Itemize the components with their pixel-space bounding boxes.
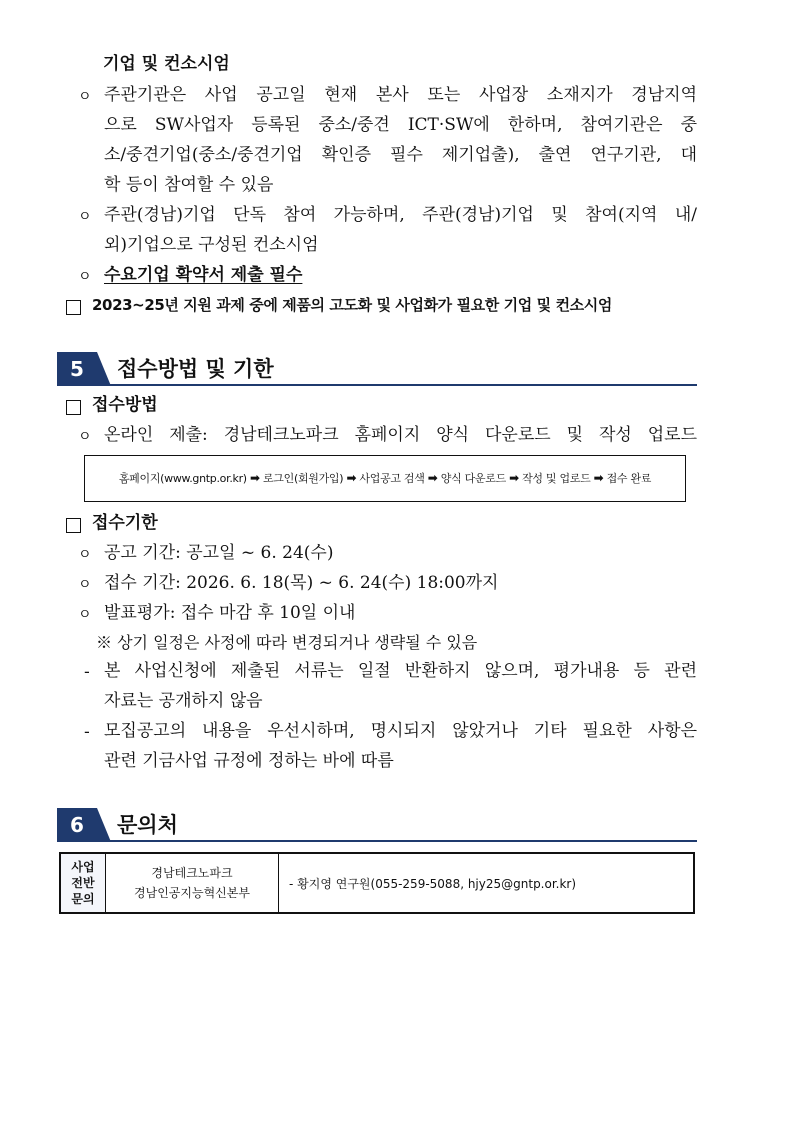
submission-flow-box [84,455,686,502]
checkbox-icon [66,297,81,316]
arrow-right-icon: ➡ [427,471,438,485]
flow-step: 접수 완료 [606,472,652,485]
item2-line1: 주관(경남)기업 단독 참여 가능하며, 주관(경남)기업 및 참여(지역 내/ [104,205,697,225]
section-number: 5 [57,352,97,386]
bullet-marker: ㅇ [78,547,92,563]
arrow-right-icon: ➡ [593,471,604,485]
contact-org-cell: 경남테크노파크 경남인공지능혁신본부 [106,853,279,913]
flow-step: 양식 다운로드 [440,472,506,485]
arrow-right-icon: ➡ [250,471,260,485]
section-number-tab [97,352,111,386]
dash-item1-line1: 본 사업신청에 제출된 서류는 일절 반환하지 않으며, 평가내용 등 관련 [104,661,697,681]
item1-line1: 주관기관은 사업 공고일 현재 본사 또는 사업장 소재지가 경남지역 [104,85,697,105]
arrow-right-icon: ➡ [509,471,519,485]
required-notice: 수요기업 확약서 제출 필수 [104,265,303,285]
deadline-item: 발표평가: 접수 마감 후 10일 이내 [104,603,356,623]
section-number: 6 [57,808,97,842]
arrow-right-icon: ➡ [346,471,357,485]
deadline-item: 접수 기간: 2026. 6. 18(목) ~ 6. 24(수) 18:00까지 [104,573,499,593]
dash-item1-line2: 자료는 공개하지 않음 [104,691,263,711]
bullet-marker: ㅇ [78,577,92,593]
section-number-tab [97,808,111,842]
heading-tail: 기업 및 컨소시엄 [103,54,230,74]
item1-line3: 소/중견기업(중소/중견기업 확인증 필수 제기업출), 출연 연구기관, 대 [104,145,697,165]
checkbox-icon [66,515,81,534]
dash-marker: - [84,722,90,741]
bullet-marker: ㅇ [78,209,92,225]
dash-item2-line1: 모집공고의 내용을 우선시하며, 명시되지 않았거나 기타 필요한 사항은 [104,721,697,741]
contact-category-cell: 사업 전반 문의 [60,853,106,913]
section-title: 문의처 [117,813,178,837]
flow-step: 홈페이지(www.gntp.or.kr) [118,472,247,485]
item2-line2: 외)기업으로 구성된 컨소시엄 [104,235,319,255]
bullet-marker: ㅇ [78,607,92,623]
bullet-marker: ㅇ [78,429,92,445]
schedule-note: ※ 상기 일정은 사정에 따라 변경되거나 생략될 수 있음 [96,633,478,652]
flow-step: 사업공고 검색 [359,472,425,485]
box-item: 2023~25년 지원 과제 중에 제품의 고도화 및 사업화가 필요한 기업 및 컨소시엄 [92,296,612,314]
section-title: 접수방법 및 기한 [117,357,274,381]
method-item: 온라인 제출: 경남테크노파크 홈페이지 양식 다운로드 및 작성 업로드 [104,425,697,445]
flow-step: 작성 및 업로드 [522,472,591,485]
section-6-header [57,808,697,842]
section-rule [97,384,697,386]
deadline-heading: 접수기한 [92,513,158,533]
item1-line4: 학 등이 참여할 수 있음 [104,175,274,195]
table-row [60,853,694,913]
flow-step: 로그인(회원가입) [262,472,344,485]
bullet-marker: ㅇ [78,89,92,105]
deadline-item: 공고 기간: 공고일 ~ 6. 24(수) [104,543,334,563]
checkbox-icon [66,397,81,416]
section-rule [97,840,697,842]
bullet-marker: ㅇ [78,269,92,285]
method-heading: 접수방법 [92,395,158,415]
contact-person-cell: - 황지영 연구원(055-259-5088, hjy25@gntp.or.kr) [279,853,695,913]
section-5-header [57,352,697,386]
dash-item2-line2: 관련 기금사업 규정에 정하는 바에 따름 [104,751,394,771]
contact-table [59,852,695,914]
dash-marker: - [84,662,90,681]
item1-line2: 으로 SW사업자 등록된 중소/중견 ICT·SW에 한하며, 참여기관은 중 [104,115,697,135]
